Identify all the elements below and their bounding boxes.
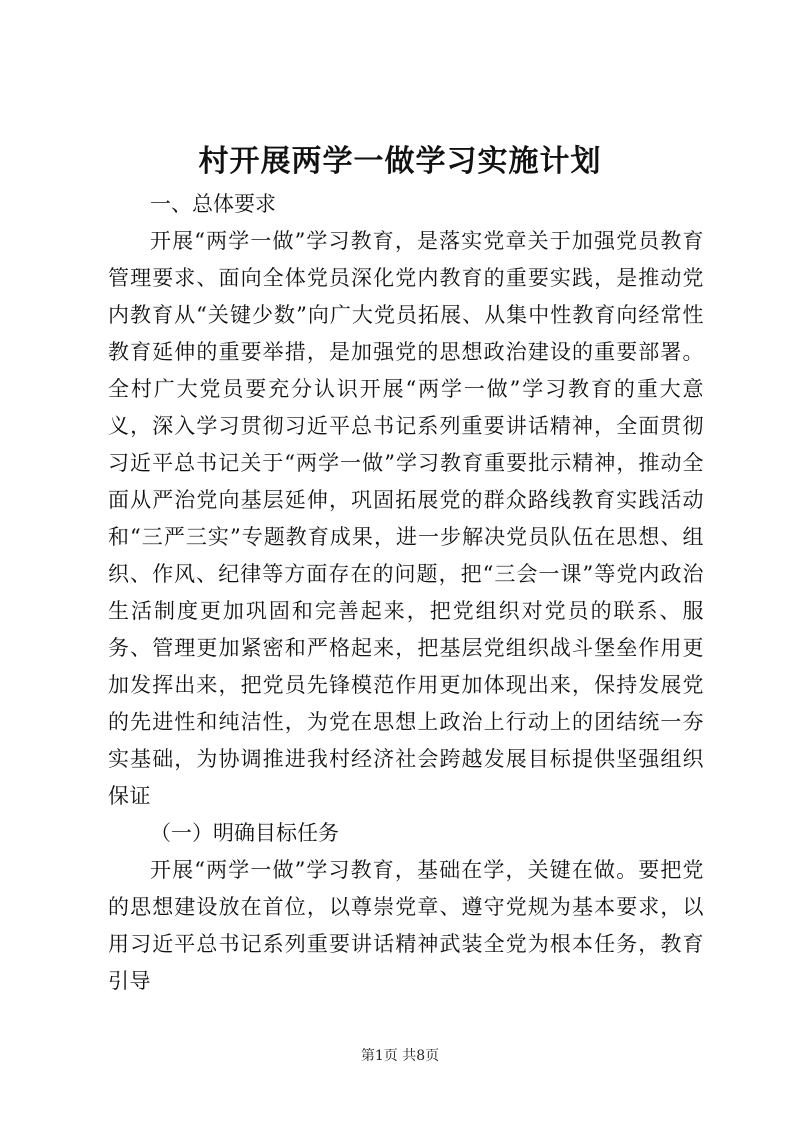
section-heading-general-requirements: 一、总体要求 (150, 192, 276, 216)
document-body (108, 186, 704, 1000)
subsection-paragraph-clarify-goals: 开展“两学一做”学习教育，基础在学，关键在做。要把党的思想建设放在首位，以尊崇党章、遵守党规为基本要求，以用习近平总书记系列重要讲话精神武装全党为根本任务，教育引导 (108, 858, 704, 993)
subsection-heading-clarify-goals: （一）明确目标任务 (150, 821, 339, 845)
page-number-footer: 第1页 共8页 (360, 1048, 440, 1064)
document-title: 村开展两学一做学习实施计划 (198, 144, 602, 179)
section-paragraph-general-requirements: 开展“两学一做”学习教育，是落实党章关于加强党员教育管理要求、面向全体党员深化党内教育的重要实践，是推动党内教育从“关键少数”向广大党员拓展、从集中性教育向经常性教育延伸的重要举措，是加强党的思想政治建设的重要部署。全村广大党员要充分认识开展“两学一做”学习教育的重大意义，深入学习贯彻习近平总书记系列重要讲话精神，全面贯彻习近平总书记关于“两学一做”学习教育重要批示精神，推动全面从严治党向基层延伸，巩固拓展党的群众路线教育实践活动和“三严三实”专题教育成果，进一步解决党员队伍在思想、组织、作风、纪律等方面存在的问题，把“三会一课”等党内政治生活制度更加巩固和完善起来，把党组织对党员的联系、服务、管理更加紧密和严格起来，把基层党组织战斗堡垒作用更加发挥出来，把党员先锋模范作用更加体现出来，保持发展党的先进性和纯洁性，为党在思想上政治上行动上的团结统一夯实基础，为协调推进我村经济社会跨越发展目标提供坚强组织保证 (108, 229, 704, 808)
